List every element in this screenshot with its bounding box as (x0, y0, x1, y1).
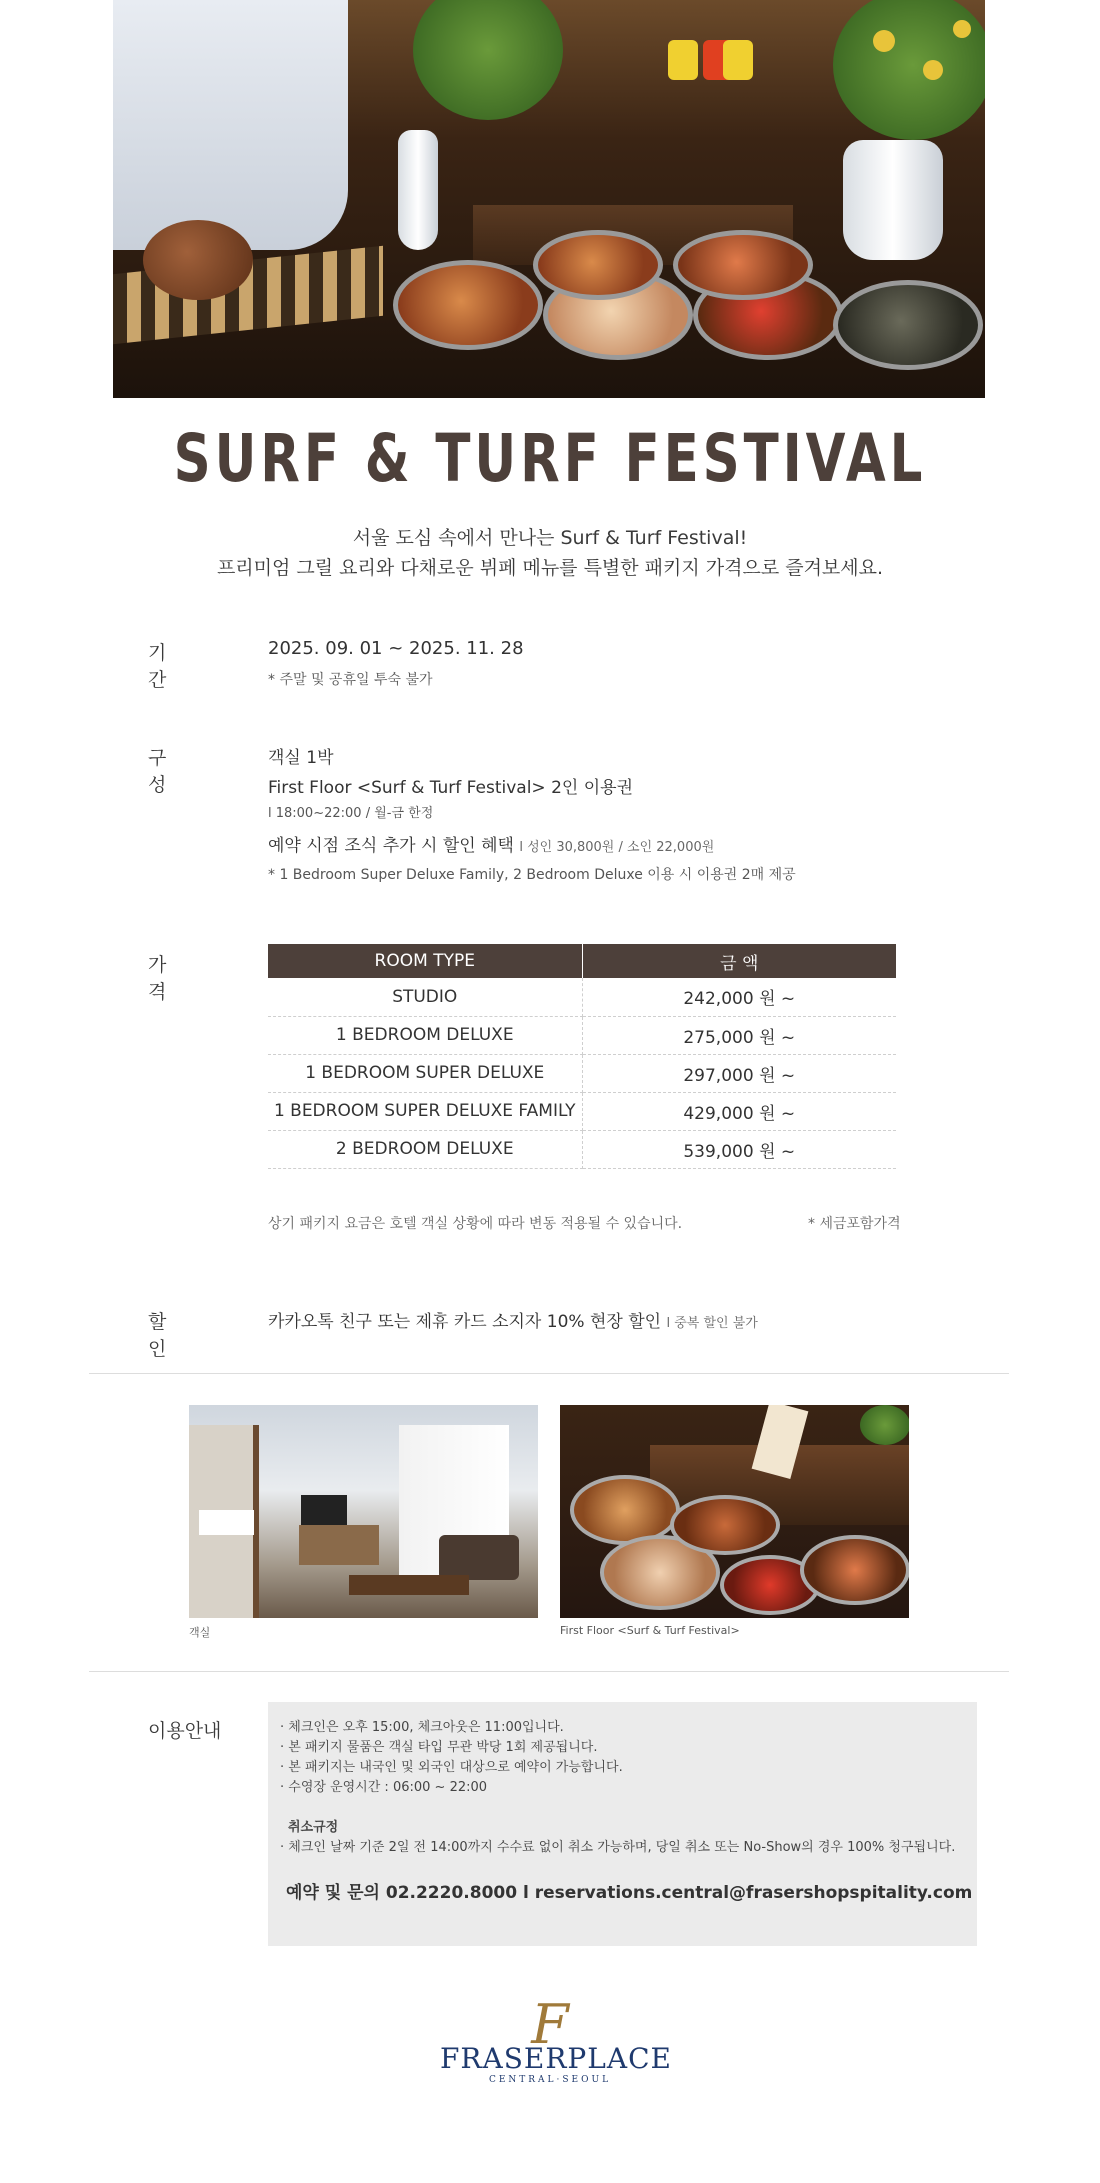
chef-figure (113, 0, 348, 250)
divider (89, 1373, 1009, 1374)
price-footnote: 상기 패키지 요금은 호텔 객실 상황에 따라 변동 적용될 수 있습니다. (268, 1216, 683, 1232)
table-row (268, 1054, 896, 1092)
price-table-header (268, 944, 896, 978)
hero-image (113, 0, 985, 398)
room-type-cell: STUDIO (268, 978, 582, 1016)
discount-note: l 중복 할인 불가 (666, 1316, 758, 1331)
guide-line: · 본 패키지는 내국인 및 외국인 대상으로 예약이 가능합니다. (280, 1760, 623, 1775)
guide-line: · 본 패키지 물품은 객실 타입 무관 박당 1회 제공됩니다. (280, 1740, 598, 1755)
ribbed-vase (843, 140, 943, 260)
composition-note: * 1 Bedroom Super Deluxe Family, 2 Bedroom Deluxe 이용 시 이용권 2매 제공 (268, 867, 796, 883)
table-row (268, 1130, 896, 1168)
breakfast-benefit: 예약 시점 조식 추가 시 할인 혜택 (268, 836, 514, 856)
period-dates: 2025. 09. 01 ~ 2025. 11. 28 (268, 638, 524, 659)
header-room-type: ROOM TYPE (268, 944, 582, 978)
intro-line-1: 서울 도심 속에서 만나는 Surf & Turf Festival! (352, 527, 748, 549)
intro-line-2: 프리미엄 그릴 요리와 다채로운 뷔페 메뉴를 특별한 패키지 가격으로 즐겨보세요. (216, 557, 884, 579)
period-label: 기 간 (148, 642, 181, 691)
food-photo-caption: First Floor <Surf & Turf Festival> (560, 1624, 740, 1637)
price-cell: 539,000 원 ~ (582, 1130, 896, 1168)
breakfast-price-note: l 성인 30,800원 / 소인 22,000원 (519, 840, 715, 855)
table-row (268, 978, 896, 1016)
seafood-pan (833, 280, 983, 370)
food-photo (560, 1405, 909, 1618)
room-type-cell: 2 BEDROOM DELUXE (268, 1130, 582, 1168)
price-cell: 275,000 원 ~ (582, 1016, 896, 1054)
logo-wordmark: FRASERPLACE (440, 2042, 672, 2075)
composition-dining-note: l 18:00~22:00 / 월-금 한정 (268, 806, 434, 821)
price-label: 가 격 (148, 954, 181, 1003)
composition-item-room: 객실 1박 (268, 748, 334, 768)
logo-monogram: F (531, 1993, 569, 2056)
guide-line: · 체크인은 오후 15:00, 체크아웃은 11:00입니다. (280, 1720, 564, 1735)
price-cell: 242,000 원 ~ (582, 978, 896, 1016)
header-amount: 금 액 (582, 944, 896, 978)
price-cell: 429,000 원 ~ (582, 1092, 896, 1130)
composition-item-dining: First Floor <Surf & Turf Festival> 2인 이용권 (268, 778, 633, 798)
composition-label: 구 성 (148, 747, 181, 796)
price-cell: 297,000 원 ~ (582, 1054, 896, 1092)
roast-meat (143, 220, 253, 300)
table-row (268, 1016, 896, 1054)
divider (89, 1671, 1009, 1672)
room-photo (189, 1405, 538, 1618)
discount-label: 할 인 (148, 1311, 181, 1360)
steak-pan (533, 230, 663, 300)
grill-pan (393, 260, 543, 350)
page-title: SURF & TURF FESTIVAL (173, 420, 927, 497)
room-type-cell: 1 BEDROOM SUPER DELUXE FAMILY (268, 1092, 582, 1130)
room-type-cell: 1 BEDROOM DELUXE (268, 1016, 582, 1054)
guide-line: · 수영장 운영시간 : 06:00 ~ 22:00 (280, 1780, 488, 1795)
discount-main: 카카오톡 친구 또는 제휴 카드 소지자 10% 현장 할인 (268, 1312, 662, 1332)
logo-subtitle: CENTRAL·SEOUL (488, 2075, 612, 2085)
guide-label: 이용안내 (148, 1720, 222, 1742)
cancel-policy-text: · 체크인 날짜 기준 2일 전 14:00까지 수수료 없이 취소 가능하며, 당일 취소 또는 No-Show의 경우 100% 청구됩니다. (280, 1840, 956, 1855)
room-type-cell: 1 BEDROOM SUPER DELUXE (268, 1054, 582, 1092)
contact-info: 예약 및 문의 02.2220.8000 l reservations.central@frasershopspitality.com (286, 1883, 973, 1903)
guide-box (268, 1702, 977, 1946)
price-table (268, 944, 896, 1169)
period-note: * 주말 및 공휴일 투숙 불가 (268, 672, 433, 688)
discount-text (268, 1307, 758, 1332)
composition-item-breakfast (268, 831, 714, 856)
cancel-policy-title: 취소규정 (288, 1820, 339, 1835)
fraser-place-logo (440, 1993, 672, 2100)
shrimp-pan (673, 230, 813, 300)
room-photo-caption: 객실 (189, 1626, 211, 1639)
tax-note: * 세금포함가격 (808, 1216, 901, 1232)
herb-plant (413, 0, 563, 120)
white-vase (398, 130, 438, 250)
table-row (268, 1092, 896, 1130)
